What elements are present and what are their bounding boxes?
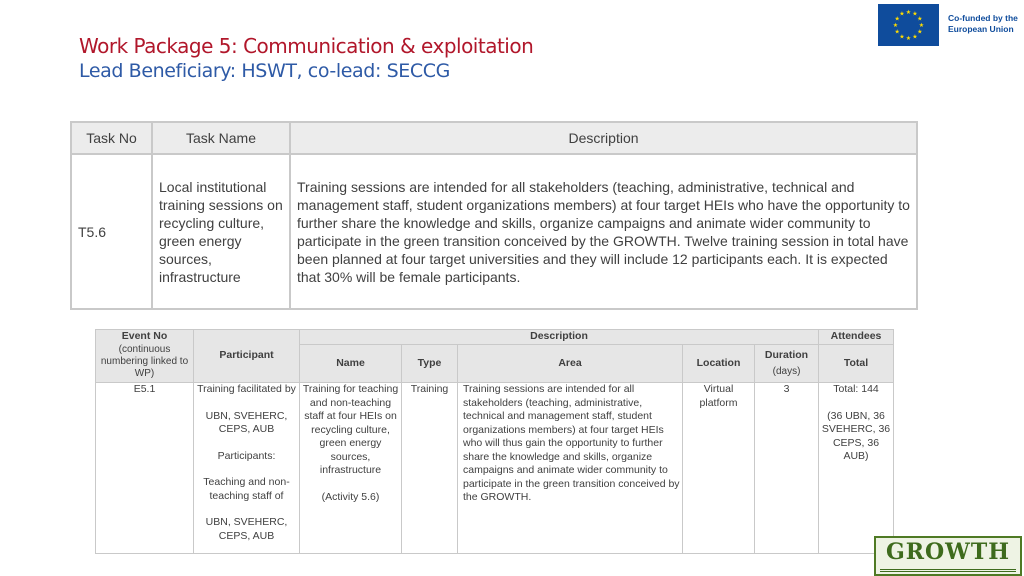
area-header: Area [458,345,683,383]
svg-text:★: ★ [894,15,900,23]
page-title: Work Package 5: Communication & exploitation [79,34,534,58]
event-name-cell [300,383,402,554]
duration-unit: (days) [772,366,801,378]
eu-stars-icon [878,4,939,46]
eu-flag-icon [878,4,939,46]
event-no-note: (continuous numbering linked to WP) [100,343,189,379]
svg-text:★: ★ [905,35,912,42]
total-header: Total [819,345,894,383]
eu-cofunded-logo [878,4,1022,48]
event-area-cell: Training sessions are intended for all stakeholders (teaching, administrative, technical and management staff, student organizations members) at four target HEIs who will thus gain the opportunity to further share the knowledge and skills, organize campaigns and animate wider community to participate in the green transition conceived by the GROWTH. [458,383,683,554]
location-header: Location [683,345,755,383]
participant-facilitator-label: Training facilitated by [197,383,296,395]
table-row [96,383,894,554]
duration-label: Duration [764,348,809,361]
event-no-cell: E5.1 [96,383,194,554]
task-name-cell: Local institutional training sessions on recycling culture, green energy sources, infrastructure [152,154,290,309]
event-activity-ref: (Activity 5.6) [321,490,380,503]
participant-staff-label: Teaching and non-teaching staff of [203,476,290,502]
duration-header [755,345,819,383]
event-name-text: Training for teaching and non-teaching staff at four HEIs on recycling culture, green energy sources, infrastructure [302,383,399,476]
description-header: Description [290,122,917,154]
event-total-cell [819,383,894,554]
event-no-label: Event No [121,330,168,342]
total-count: Total: 144 [833,383,879,395]
svg-text:★: ★ [899,10,905,18]
task-table [70,121,918,310]
description-group-header: Description [300,330,819,345]
participant-institutions: UBN, SVEHERC, CEPS, AUB [205,516,288,542]
type-header: Type [402,345,458,383]
svg-text:★: ★ [917,15,923,23]
participant-cell [194,383,300,554]
growth-tagline-icon [880,568,1016,573]
eu-logo-line1: Co-funded by the [948,13,1018,23]
svg-text:★: ★ [912,10,918,18]
task-name-header: Task Name [152,122,290,154]
table-row [71,154,917,309]
attendees-header: Attendees [819,330,894,345]
event-type-cell: Training [402,383,458,554]
name-header: Name [300,345,402,383]
task-no-cell: T5.6 [71,154,152,309]
growth-logo [874,536,1022,576]
event-duration-cell: 3 [755,383,819,554]
svg-text:★: ★ [917,28,923,36]
svg-text:★: ★ [912,33,918,41]
page-subtitle: Lead Beneficiary: HSWT, co-lead: SECCG [79,60,450,82]
growth-logo-text: GROWTH [885,539,1011,565]
participant-header: Participant [194,330,300,383]
svg-text:★: ★ [899,33,905,41]
total-breakdown: (36 UBN, 36 SVEHERC, 36 CEPS, 36 AUB) [821,409,891,462]
svg-text:★: ★ [918,22,925,29]
task-no-header: Task No [71,122,152,154]
task-description-cell: Training sessions are intended for all stakeholders (teaching, administrative, technical and management staff, student organizations members) at four target HEIs who have the opportunity to further share the knowledge and skills, organize campaigns and animate wider community to participate in the green transition conceived by the GROWTH. Twelve training session in total have been planned at four target universities and they will include 12 participants each. It is expected that 30% will be female participants. [290,154,917,309]
svg-text:★: ★ [892,22,899,29]
eu-logo-text [948,13,1024,35]
eu-logo-line2: European Union [948,24,1014,34]
svg-text:★: ★ [905,9,912,16]
participant-participants-label: Participants: [217,449,276,462]
event-no-header [96,330,194,383]
event-location-cell: Virtual platform [683,383,755,554]
participant-facilitators: UBN, SVEHERC, CEPS, AUB [205,409,288,435]
event-table [95,329,894,554]
svg-text:★: ★ [894,28,900,36]
